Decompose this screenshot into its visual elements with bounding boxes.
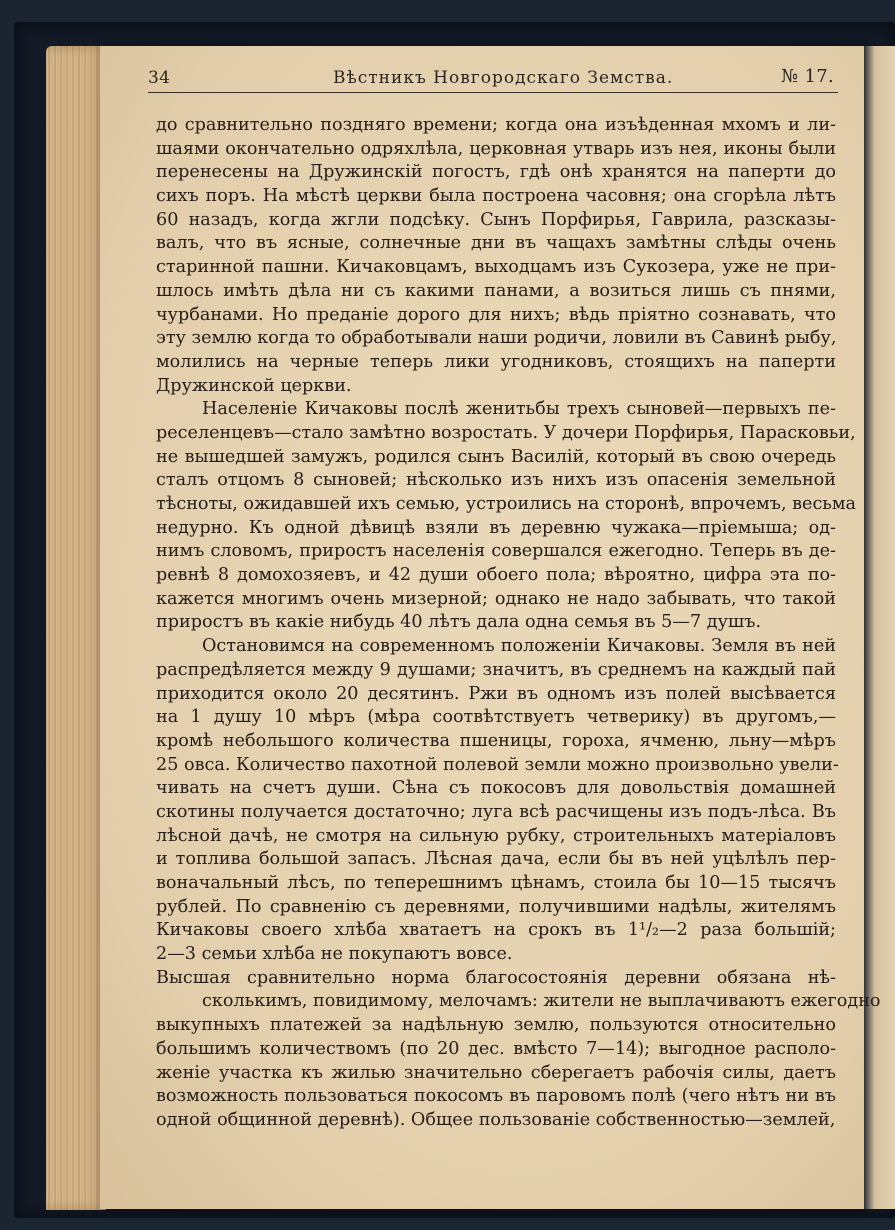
text-line: рублей. По сравненію съ деревнями, получившими надѣлы, жителямъ: [156, 896, 836, 917]
text-line: ревнѣ 8 домохозяевъ, и 42 души обоего пола; вѣроятно, цифра эта по-: [156, 565, 836, 586]
text-line: молились на черные теперь лики угодниковъ, стоящихъ на паперти: [156, 351, 836, 372]
text-line: приростъ въ какіе нибудь 40 лѣтъ дала одна семья въ 5—7 душъ.: [156, 612, 762, 633]
text-line: реселенцевъ—стало замѣтно возростать. У дочери Порфирья, Парасковьи,: [156, 422, 856, 443]
text-line: большимъ количествомъ (по 20 дес. вмѣсто 7—14); выгодное располо-: [156, 1038, 836, 1059]
text-line: на 1 душу 10 мѣръ (мѣра соотвѣтствуетъ четверику) въ другомъ,—: [156, 707, 836, 728]
text-line: недурно. Къ одной дѣвицѣ взяли въ деревню чужака—пріемыша; од-: [156, 517, 836, 538]
text-line: воначальный лѣсъ, по теперешнимъ цѣнамъ, стоила бы 10—15 тысячъ: [156, 873, 836, 893]
text-line: 60 назадъ, когда жгли подсѣку. Сынъ Порфирья, Гаврила, разсказы-: [156, 209, 836, 230]
text-line: Высшая сравнительно норма благосостоянія деревни обязана нѣ-: [156, 967, 836, 988]
text-line: старинной пашни. Кичаковцамъ, выходцамъ изъ Сукозера, уже не при-: [156, 257, 836, 278]
text-line: эту землю когда то обработывали наши родичи, ловили въ Савинѣ рыбу,: [156, 328, 837, 349]
text-line: Населеніе Кичаковы послѣ женитьбы трехъ сыновей—первыхъ пе-: [202, 399, 836, 420]
text-line: 25 овса. Количество пахотной полевой земли можно произвольно увели-: [156, 754, 839, 775]
text-line: шлось имѣть дѣла ни съ какими панами, а возиться лишь съ пнями,: [156, 280, 836, 301]
text-line: распредѣляется между 9 душами; значитъ, въ среднемъ на каждый пай: [156, 659, 836, 680]
text-line: не вышедшей замужъ, родился сынъ Василій, который въ свою очередь: [156, 446, 836, 467]
text-line: одной общинной деревнѣ). Общее пользованіе собственностью—землей,: [156, 1109, 836, 1130]
text-line: скотины получается достаточно; луга всѣ расчищены изъ подъ-лѣса. Въ: [156, 801, 836, 822]
text-line: перенесены на Дружинскій погостъ, гдѣ онѣ хранятся на паперти до: [156, 162, 836, 183]
text-line: Дружинской церкви.: [156, 375, 352, 396]
text-line: тѣсноты, ожидавшей ихъ семью, устроились на сторонѣ, впрочемъ, весьма: [156, 494, 857, 514]
text-line: валъ, что въ ясные, солнечные дни въ чащахъ замѣтны слѣды очень: [156, 233, 836, 254]
text-line: кромѣ небольшого количества пшеницы, гороха, ячменю, льну—мѣръ: [156, 730, 836, 751]
text-line: Остановимся на современномъ положеніи Кичаковы. Земля въ ней: [202, 636, 836, 657]
text-line: шаями окончательно одряхлѣла, церковная утварь изъ нея, иконы были: [156, 138, 836, 159]
text-line: до сравнительно поздняго времени; когда она изъѣденная мхомъ и ли-: [156, 115, 836, 135]
journal-title: Вѣстникъ Новгородскаго Земства.: [333, 68, 674, 88]
facing-page-edge: [864, 46, 895, 1209]
issue-number: № 17.: [781, 66, 834, 87]
text-line: возможность пользоваться покосомъ въ паровомъ полѣ (чего нѣтъ ни въ: [156, 1086, 836, 1107]
text-line: и топлива большой запасъ. Лѣсная дача, если бы въ ней уцѣлѣлъ пер-: [156, 849, 836, 870]
header-rule: [148, 92, 838, 93]
text-line: сколькимъ, повидимому, мелочамъ: жители не выплачиваютъ ежегодно: [202, 991, 881, 1012]
text-line: кажется многимъ очень мизерной; однако не надо забывать, что такой: [156, 588, 836, 609]
text-line: сталъ отцомъ 8 сыновей; нѣсколько изъ нихъ изъ опасенія земельной: [156, 470, 836, 491]
page-number: 34: [148, 68, 171, 88]
text-line: выкупныхъ платежей за надѣльную землю, пользуются относительно: [156, 1015, 836, 1036]
text-line: чурбанами. Но преданіе дорого для нихъ; вѣдь пріятно сознавать, что: [156, 304, 836, 325]
text-line: чивать на счетъ души. Сѣна съ покосовъ для довольствія домашней: [156, 778, 836, 799]
text-line: сихъ поръ. На мѣстѣ церкви была построена часовня; она сгорѣла лѣтъ: [156, 186, 836, 207]
text-line: женіе участка къ жилью значительно сберегаетъ рабочія силы, даетъ: [156, 1062, 836, 1083]
running-head: [148, 66, 838, 92]
body-text: [156, 114, 881, 1133]
text-line: приходится около 20 десятинъ. Ржи въ одномъ изъ полей высѣвается: [156, 683, 836, 704]
text-line: 2—3 семьи хлѣба не покупаютъ вовсе.: [156, 944, 513, 965]
page-edges: [46, 46, 106, 1210]
text-line: нимъ словомъ, приростъ населенія совершался ежегодно. Теперь въ де-: [156, 541, 836, 562]
text-line: Кичаковы своего хлѣба хватаетъ на срокъ въ 1¹/₂—2 раза большій;: [156, 920, 836, 941]
text-line: лѣсной дачѣ, не смотря на сильную рубку, строительныхъ матеріаловъ: [156, 825, 836, 846]
